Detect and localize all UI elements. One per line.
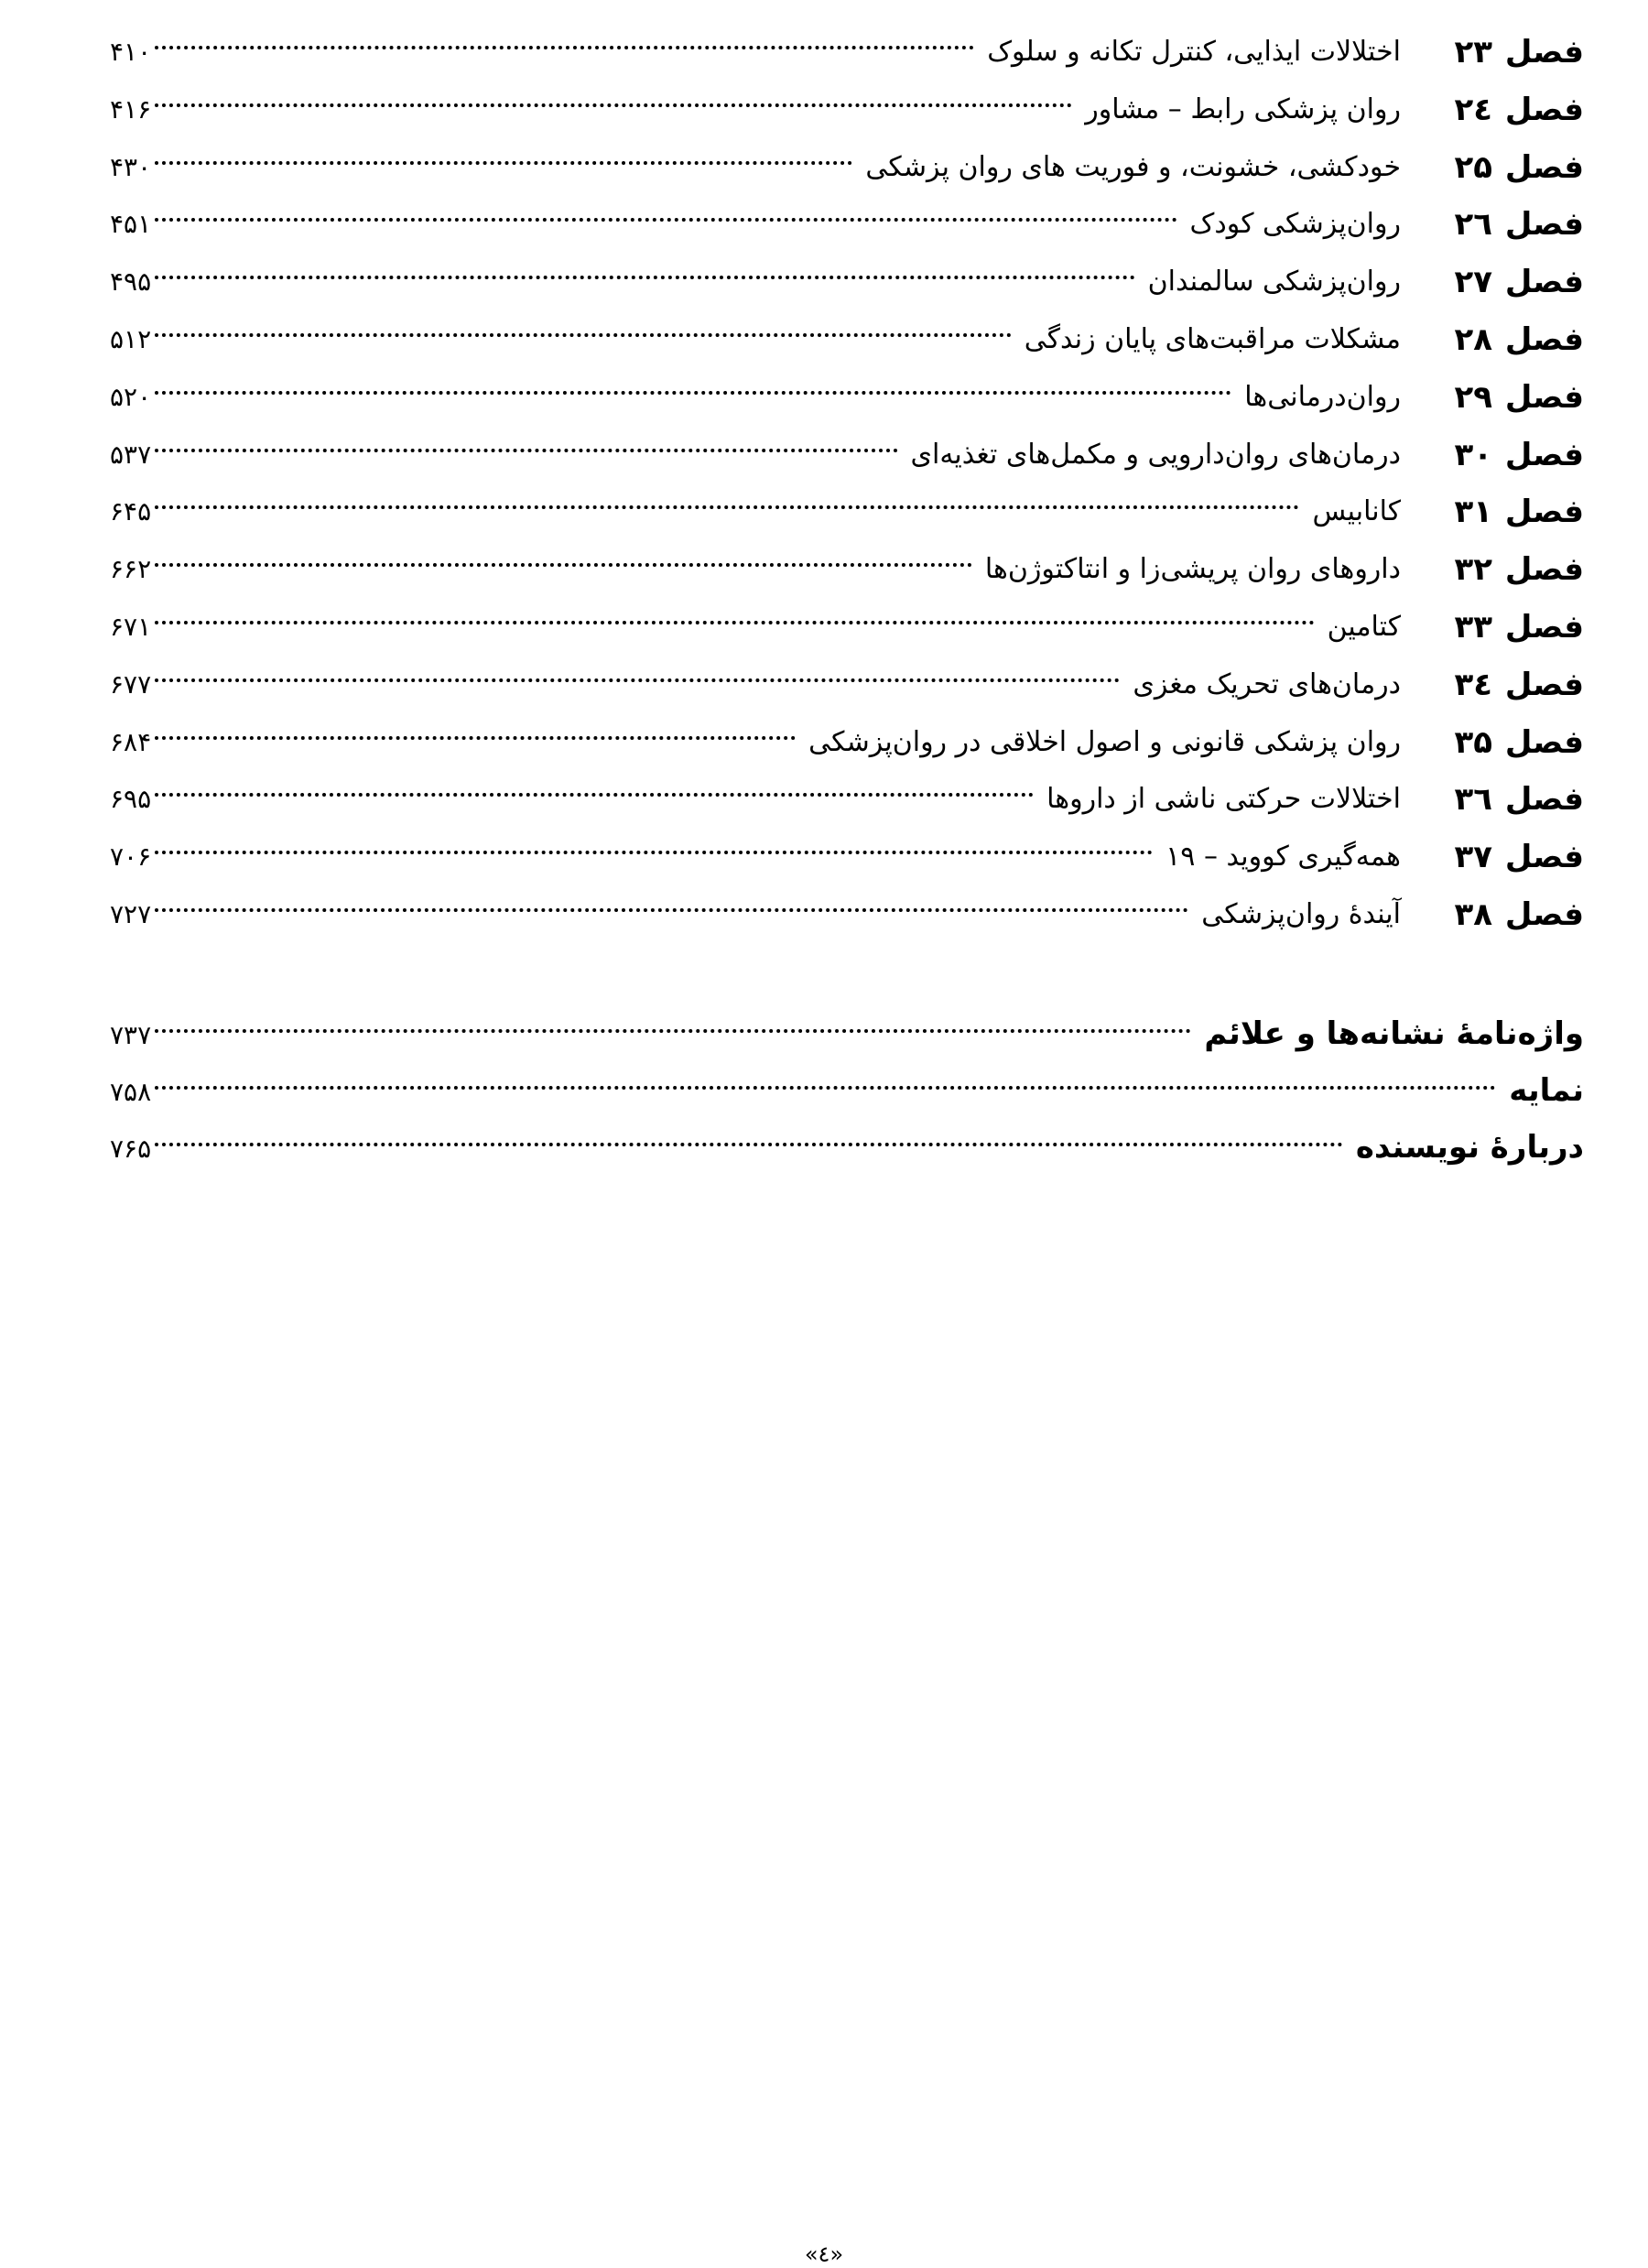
- toc-row[interactable]: [110, 485, 1584, 543]
- chapter-label: فصل: [1504, 91, 1584, 128]
- chapter-title: کتامین: [1327, 610, 1401, 643]
- toc-leader: [110, 773, 1401, 826]
- dot-leader: [155, 505, 1299, 509]
- section-title: دربارهٔ نویسنده: [1355, 1129, 1584, 1166]
- toc-leader: [110, 255, 1401, 309]
- dot-leader: [155, 1143, 1343, 1146]
- page-number: ۶۹۵: [110, 784, 152, 815]
- chapter-number: ۳۰: [1454, 436, 1492, 473]
- toc-leader: [110, 658, 1401, 711]
- toc-row[interactable]: [110, 888, 1584, 946]
- toc-leader: [110, 313, 1401, 366]
- chapter-label: فصل: [1504, 608, 1584, 646]
- chapter-label: فصل: [1504, 781, 1584, 819]
- footer-page-number: «٤»: [804, 2241, 844, 2267]
- toc-row[interactable]: [110, 26, 1584, 83]
- chapter-title: روان‌پزشکی سالمندان: [1147, 266, 1401, 298]
- page-number: ۷۲۷: [110, 898, 152, 929]
- page-number: ۶۷۱: [110, 611, 152, 642]
- chapter-title: اختلالات ایذایی، کنترل تکانه و سلوک: [987, 36, 1401, 68]
- dot-leader: [155, 391, 1231, 395]
- toc-row[interactable]: [110, 1121, 1584, 1177]
- chapter-title: درمان‌های تحریک مغزی: [1133, 667, 1401, 700]
- toc-leader: [110, 601, 1401, 654]
- toc-row[interactable]: [110, 83, 1584, 141]
- toc-row[interactable]: [110, 198, 1584, 255]
- chapter-label: فصل: [1504, 895, 1584, 933]
- chapter-title: روان پزشکی رابط – مشاور: [1085, 92, 1401, 125]
- toc-row[interactable]: [110, 1007, 1584, 1064]
- chapter-number: ۳۷: [1454, 839, 1492, 876]
- chapter-number: ۳۸: [1454, 895, 1492, 933]
- toc-leader: [110, 26, 1401, 79]
- toc-leader: [110, 1064, 1584, 1119]
- chapter-label: فصل: [1504, 378, 1584, 416]
- chapter-number: ۲٦: [1454, 206, 1492, 244]
- toc-leader: [110, 429, 1401, 482]
- dot-leader: [155, 46, 974, 49]
- page-number: ۴۱۰: [110, 37, 152, 67]
- chapter-title: خودکشی، خشونت، و فوریت های روان پزشکی: [865, 150, 1401, 183]
- toc-row[interactable]: [110, 429, 1584, 486]
- chapter-title: روان‌درمانی‌ها: [1244, 380, 1401, 413]
- chapter-number: ۳۲: [1454, 551, 1492, 589]
- dot-leader: [155, 161, 852, 165]
- chapter-number: ۳۵: [1454, 723, 1492, 761]
- chapter-label: فصل: [1504, 34, 1584, 71]
- toc-leader: [110, 371, 1401, 424]
- toc-leader: [110, 198, 1401, 251]
- chapter-label: فصل: [1504, 206, 1584, 244]
- chapter-title: اختلالات حرکتی ناشی از داروها: [1046, 783, 1401, 816]
- chapter-label: فصل: [1504, 839, 1584, 876]
- page-number: ۷۰۶: [110, 841, 152, 873]
- chapter-number: ۲۳: [1454, 34, 1492, 71]
- toc-row[interactable]: [110, 255, 1584, 313]
- chapter-number: ۲٤: [1454, 91, 1492, 128]
- chapter-title: مشکلات مراقبت‌های پایان زندگی: [1024, 322, 1401, 355]
- chapter-title: روان پزشکی قانونی و اصول اخلاقی در روان‌پزشکی: [808, 725, 1401, 758]
- page-number: ۴۱۶: [110, 93, 152, 125]
- dot-leader: [155, 1086, 1496, 1090]
- toc-leader: [110, 543, 1401, 596]
- chapter-number: ۳۱: [1454, 494, 1492, 531]
- page-number: ۷۶۵: [110, 1134, 152, 1164]
- toc-leader: [110, 830, 1401, 884]
- toc-row[interactable]: [110, 601, 1584, 658]
- toc-leader: [110, 1007, 1584, 1062]
- chapter-label: فصل: [1504, 666, 1584, 703]
- dot-leader: [155, 276, 1134, 279]
- chapter-label: فصل: [1504, 320, 1584, 358]
- page-number: ۶۷۷: [110, 668, 152, 700]
- chapter-title: درمان‌های روان‌دارویی و مکمل‌های تغذیه‌ای: [910, 438, 1401, 471]
- toc-row[interactable]: [110, 371, 1584, 429]
- dot-leader: [155, 103, 1072, 107]
- page-number: ۴۵۱: [110, 209, 152, 240]
- toc-row[interactable]: [110, 141, 1584, 199]
- toc-leader: [110, 141, 1401, 194]
- dot-leader: [155, 736, 796, 740]
- dot-leader: [155, 563, 972, 567]
- toc-row[interactable]: [110, 543, 1584, 601]
- toc-row[interactable]: [110, 658, 1584, 716]
- toc-row[interactable]: [110, 716, 1584, 774]
- page-number: ۵۱۲: [110, 323, 152, 354]
- dot-leader: [155, 218, 1176, 222]
- chapter-title: همه‌گیری کووید – ۱۹: [1166, 841, 1401, 874]
- chapter-label: فصل: [1504, 551, 1584, 589]
- page-number: ۵۲۰: [110, 381, 152, 412]
- chapter-title: کانابیس: [1312, 495, 1401, 528]
- page-number: ۷۳۷: [110, 1020, 152, 1050]
- toc-leader: [110, 1121, 1584, 1176]
- chapter-number: ۲۹: [1454, 378, 1492, 416]
- toc-row[interactable]: [110, 830, 1584, 888]
- dot-leader: [155, 908, 1188, 912]
- chapter-label: فصل: [1504, 148, 1584, 186]
- toc-row[interactable]: [110, 1064, 1584, 1121]
- toc-leader: [110, 716, 1401, 769]
- dot-leader: [155, 793, 1034, 797]
- chapter-label: فصل: [1504, 436, 1584, 473]
- toc-leader: [110, 83, 1401, 136]
- section-title: واژه‌نامهٔ نشانه‌ها و علائم: [1204, 1015, 1584, 1052]
- page-number: ۷۵۸: [110, 1077, 152, 1107]
- toc-leader: [110, 888, 1401, 941]
- chapter-label: فصل: [1504, 264, 1584, 301]
- section-title: نمایه: [1509, 1072, 1584, 1109]
- chapter-number: ۲۵: [1454, 148, 1492, 186]
- chapter-number: ۳٤: [1454, 666, 1492, 703]
- table-of-contents: [0, 26, 1648, 946]
- page-number: ۶۶۲: [110, 554, 152, 585]
- page-number: ۶۴۵: [110, 496, 152, 527]
- dot-leader: [155, 851, 1153, 854]
- chapter-number: ۳۳: [1454, 608, 1492, 646]
- toc-leader: [110, 485, 1401, 538]
- chapter-title: آیندهٔ روان‌پزشکی: [1201, 897, 1401, 930]
- dot-leader: [155, 333, 1012, 337]
- page-number: ۴۹۵: [110, 266, 152, 298]
- chapter-number: ۳٦: [1454, 781, 1492, 819]
- dot-leader: [155, 678, 1120, 682]
- toc-row[interactable]: [110, 773, 1584, 830]
- dot-leader: [155, 1029, 1191, 1033]
- page-number: ۶۸۴: [110, 726, 152, 757]
- page-number: ۵۳۷: [110, 439, 152, 470]
- chapter-title: روان‌پزشکی کودک: [1189, 208, 1401, 241]
- chapter-title: داروهای روان پریشی‌زا و انتاکتوژن‌ها: [984, 553, 1401, 586]
- toc-row[interactable]: [110, 313, 1584, 371]
- page-number: ۴۳۰: [110, 151, 152, 182]
- chapter-label: فصل: [1504, 494, 1584, 531]
- dot-leader: [155, 449, 897, 452]
- chapter-number: ۲۸: [1454, 320, 1492, 358]
- chapter-number: ۲۷: [1454, 264, 1492, 301]
- dot-leader: [155, 621, 1314, 624]
- chapter-label: فصل: [1504, 723, 1584, 761]
- back-matter-list: [0, 1007, 1648, 1177]
